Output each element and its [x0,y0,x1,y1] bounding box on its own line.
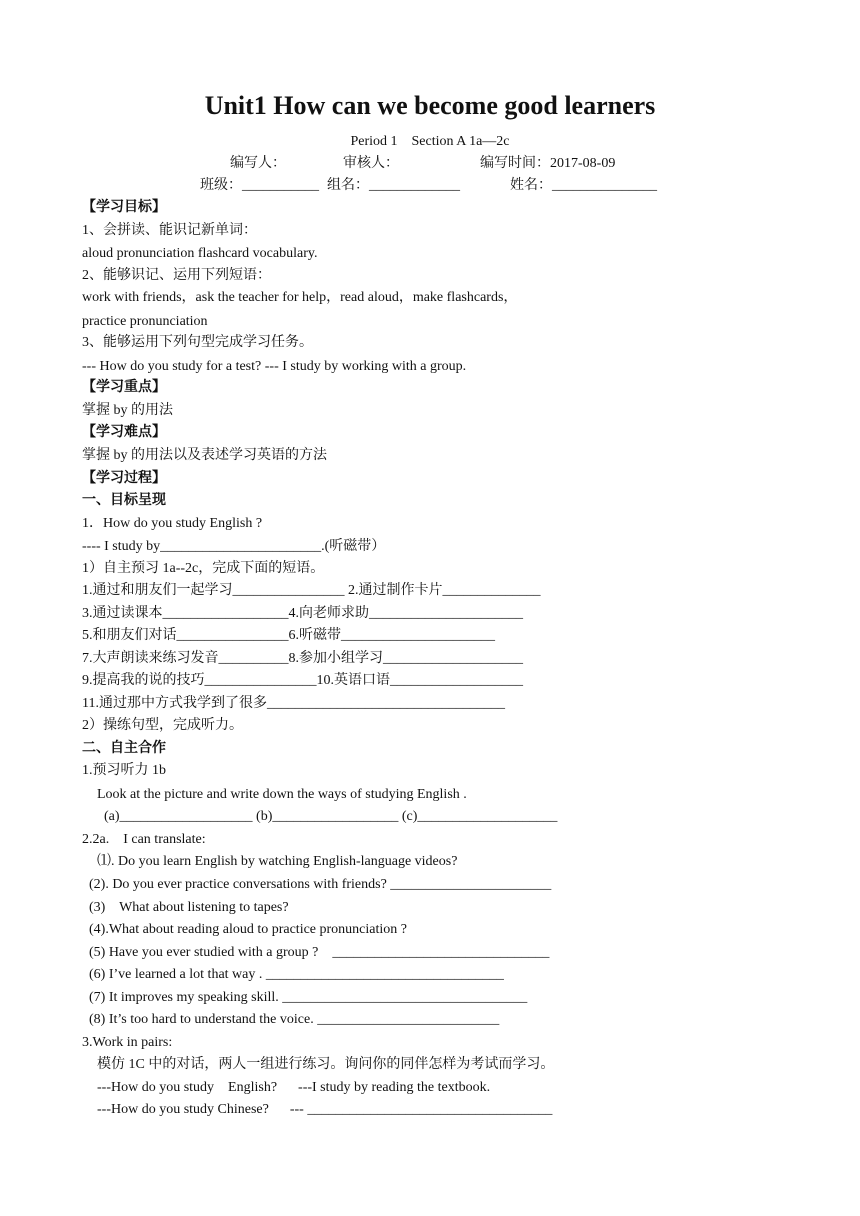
text-line: 9.提高我的说的技巧________________10.英语口语___________________ [82,673,523,688]
section-heading: 一、目标呈现 [82,493,166,508]
text-line: Look at the picture and write down the ways of studying English . [97,787,467,802]
text-line: 5.和朋友们对话________________6.听磁带______________________ [82,628,495,643]
text-line: (6) I’ve learned a lot that way . __________________________________ [89,967,504,982]
reviewer-field: 审核人： [343,156,399,171]
period-line: Period 1 Section A 1a—2c [350,134,510,149]
text-line: work with friends，ask the teacher for help，read aloud，make flashcards， [82,290,518,305]
text-line: 7.大声朗读来练习发音__________8.参加小组学习____________________ [82,651,523,666]
text-line: 1）自主预习 1a--2c，完成下面的短语。 [82,561,325,576]
text-line: 3.通过读课本__________________4.向老师求助______________________ [82,606,523,621]
text-line: --- How do you study for a test? --- I study by working with a group. [82,359,467,374]
text-line: (7) It improves my speaking skill. ___________________________________ [89,990,528,1005]
name-field: 姓名：_______________ [510,178,657,193]
text-line: 3、能够运用下列句型完成学习任务。 [82,335,313,350]
text-line: 1．How do you study English ? [82,516,263,531]
text-line: (a)___________________ (b)__________________ (c)____________________ [104,809,558,824]
text-line: 1.通过和朋友们一起学习________________ 2.通过制作卡片______________ [82,583,541,598]
text-line: aloud pronunciation flashcard vocabulary. [82,246,318,261]
section-heading: 【学习过程】 [82,471,166,486]
text-line: 模仿 1C 中的对话，两人一组进行练习。询问你的同伴怎样为考试而学习。 [97,1057,555,1072]
editor-field: 编写人： [230,156,286,171]
text-line: 1、会拼读、能识记新单词： [82,223,257,238]
section-heading: 【学习重点】 [82,380,166,395]
text-line: 2、能够识记、运用下列短语： [82,268,271,283]
text-line: (3) What about listening to tapes? [89,900,289,915]
text-line: (4).What about reading aloud to practice pronunciation ? [89,922,407,937]
group-field: 组名：_____________ [327,178,460,193]
text-line: 2）操练句型，完成听力。 [82,718,243,733]
text-line: 掌握 by 的用法以及表述学习英语的方法 [82,448,327,463]
text-line: ⑴. Do you learn English by watching English-language videos? [97,854,458,869]
text-line: 1.预习听力 1b [82,763,166,778]
page-title: Unit1 How can we become good learners [204,91,656,120]
section-heading: 二、自主合作 [82,741,166,756]
text-line: (2). Do you ever practice conversations with friends? _______________________ [89,877,552,892]
section-heading: 【学习难点】 [82,425,166,440]
class-field: 班级：___________ [200,178,319,193]
text-line: practice pronunciation [82,314,208,329]
text-line: 掌握 by 的用法 [82,403,173,418]
section-heading: 【学习目标】 [82,200,166,215]
text-line: 2.2a. I can translate: [82,832,206,847]
text-line: (5) Have you ever studied with a group ? _______________________________ [89,945,550,960]
date-field: 编写时间：2017-08-09 [480,156,616,171]
text-line: 3.Work in pairs: [82,1035,173,1050]
text-line: (8) It’s too hard to understand the voice. __________________________ [89,1012,500,1027]
text-line: ---How do you study English? ---I study by reading the textbook. [97,1080,491,1095]
text-line: ---How do you study Chinese? --- ___________________________________ [97,1102,553,1117]
text-line: ---- I study by_______________________.(听磁带） [82,539,386,554]
text-line: 11.通过那中方式我学到了很多__________________________________ [82,696,505,711]
